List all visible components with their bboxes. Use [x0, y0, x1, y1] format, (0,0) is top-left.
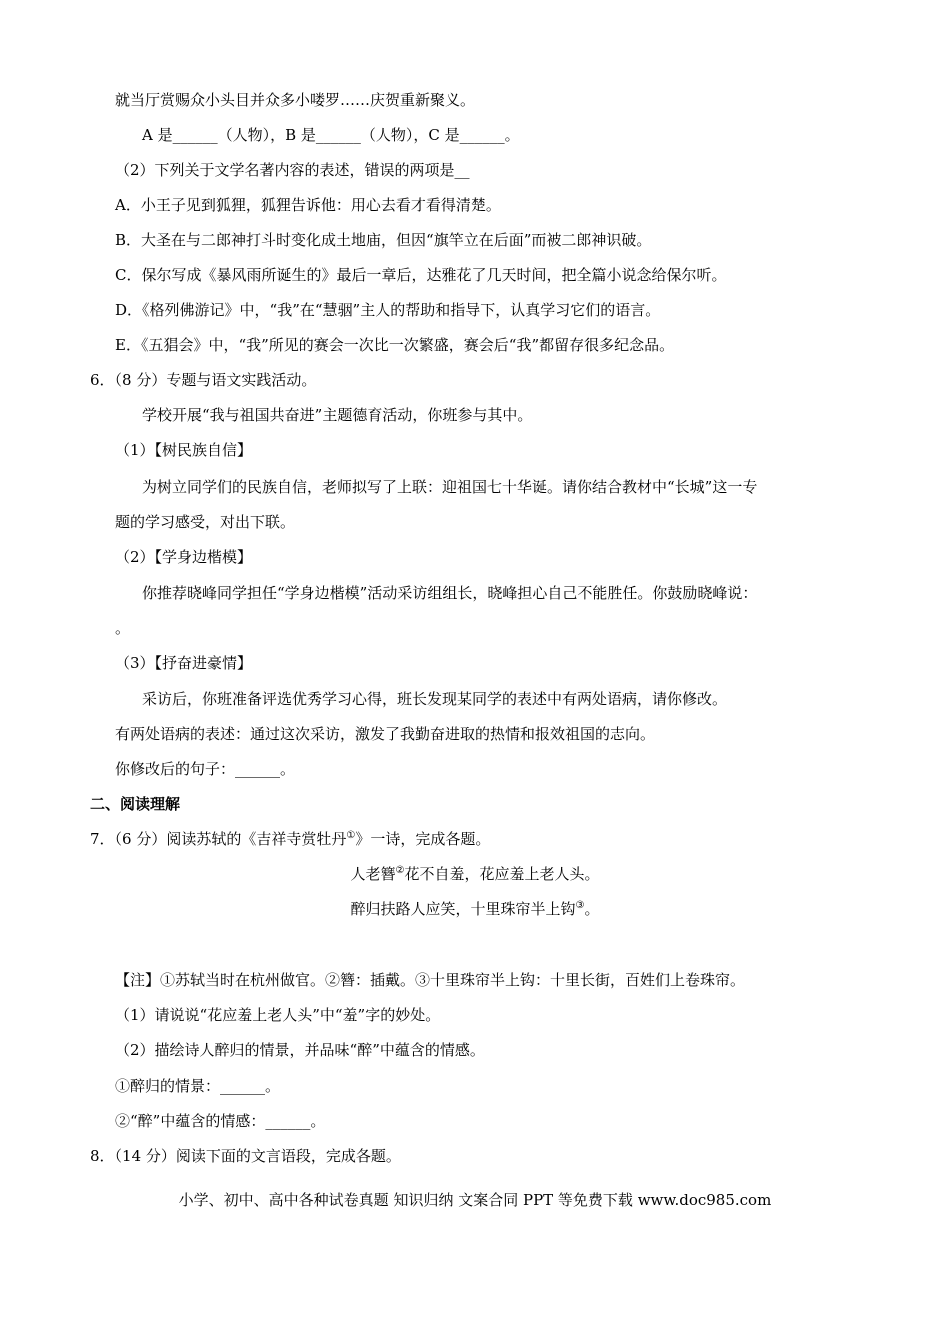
text-line: 就当厅赏赐众小头目并众多小喽罗……庆贺重新聚义。 — [115, 91, 476, 109]
text-span: 花不自羞，花应羞上老人头。 — [404, 865, 600, 883]
option-a: A．小王子见到狐狸，狐狸告诉他：用心去看才看得清楚。 — [115, 196, 501, 214]
text-span: 人老簪 — [350, 865, 396, 883]
poem-line — [0, 864, 950, 884]
subquestion: （1）请说说“花应羞上老人头”中“羞”字的妙处。 — [115, 1006, 441, 1024]
text-span: 7．（6 分）阅读苏轼的《吉祥寺赏牡丹 — [90, 830, 347, 848]
text-line: 采访后，你班准备评选优秀学习心得，班长发现某同学的表述中有两处语病，请你修改。 — [142, 690, 728, 708]
text-span: 。 — [584, 900, 600, 918]
option-b: B．大圣在与二郎神打斗时变化成土地庙，但因“旗竿立在后面”而被二郎神识破。 — [115, 231, 652, 249]
text-line: 你推荐晓峰同学担任“学身边楷模”活动采访组组长，晓峰担心自己不能胜任。你鼓励晓峰说： — [142, 584, 758, 602]
option-e: E．《五猖会》中，“我”所见的赛会一次比一次繁盛，赛会后“我”都留存很多纪念品。 — [115, 336, 675, 354]
question-7-heading — [90, 829, 490, 849]
subquestion-heading: （3）【抒奋进豪情】 — [115, 654, 253, 672]
question-6-heading: 6．（8 分）专题与语文实践活动。 — [90, 371, 317, 389]
text-line: （2）下列关于文学名著内容的表述，错误的两项是__ — [115, 161, 470, 179]
footnote-mark: ② — [395, 865, 405, 876]
poem-line — [0, 899, 950, 919]
subquestion-heading: （2）【学身边楷模】 — [115, 548, 253, 566]
text-line: ①醉归的情景：______。 — [115, 1077, 281, 1095]
text-line: 题的学习感受，对出下联。 — [115, 513, 296, 531]
option-d: D．《格列佛游记》中，“我”在“慧骃”主人的帮助和指导下，认真学习它们的语言。 — [115, 301, 661, 319]
text-line: 学校开展“我与祖国共奋进”主题德育活动，你班参与其中。 — [142, 406, 533, 424]
question-8-heading: 8．（14 分）阅读下面的文言语段，完成各题。 — [90, 1147, 401, 1165]
page-footer: 小学、初中、高中各种试卷真题 知识归纳 文案合同 PPT 等免费下载 www.doc985.com — [178, 1191, 772, 1209]
subquestion-heading: （1）【树民族自信】 — [115, 441, 253, 459]
footnote-mark: ③ — [575, 900, 585, 911]
text-line: ②“醉”中蕴含的情感：______。 — [115, 1112, 326, 1130]
text-line: 。 — [115, 619, 131, 637]
subquestion: （2）描绘诗人醉归的情景，并品味“醉”中蕴含的情感。 — [115, 1041, 485, 1059]
section-heading: 二、阅读理解 — [90, 795, 181, 813]
option-c: C．保尔写成《暴风雨所诞生的》最后一章后，达雅花了几天时间，把全篇小说念给保尔听。 — [115, 266, 727, 284]
text-line: A 是______（人物），B 是______（人物），C 是______。 — [142, 126, 520, 144]
footnote-mark: ① — [346, 830, 356, 841]
text-span: 醉归扶路人应笑，十里珠帘半上钩 — [350, 900, 576, 918]
text-span: 》一诗，完成各题。 — [355, 830, 491, 848]
text-line: 有两处语病的表述：通过这次采访，激发了我勤奋进取的热情和报效祖国的志向。 — [115, 725, 656, 743]
text-line: 你修改后的句子：______。 — [115, 760, 296, 778]
text-line: 为树立同学们的民族自信，老师拟写了上联：迎祖国七十华诞。请你结合教材中“长城”这一专 — [142, 478, 758, 496]
poem-notes: 【注】①苏轼当时在杭州做官。②簪：插戴。③十里珠帘半上钩：十里长街，百姓们上卷珠帘。 — [115, 971, 746, 989]
